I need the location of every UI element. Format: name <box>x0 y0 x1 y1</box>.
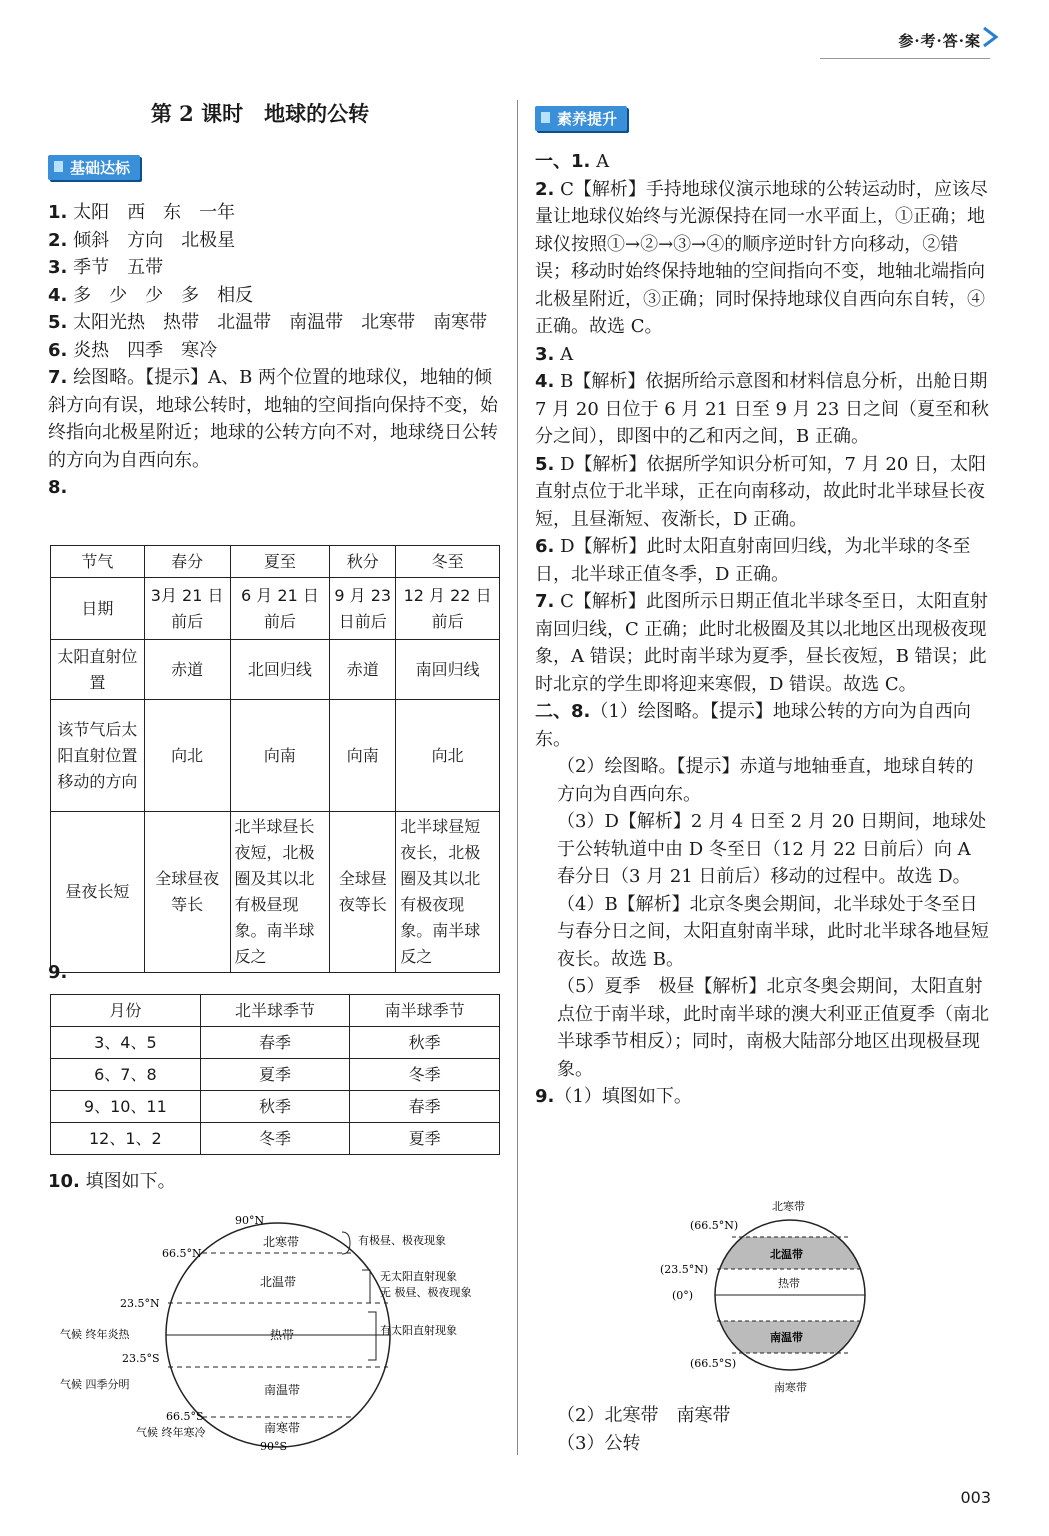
table-row <box>51 1059 500 1091</box>
lat-label: (66.5°S) <box>690 1357 737 1370</box>
annotation-label: 气候 四季分明 <box>60 1378 130 1391</box>
table-row <box>51 1027 500 1059</box>
lat-label: (23.5°N) <box>660 1263 709 1276</box>
table-row <box>51 1091 500 1123</box>
answer-item: 二、8.（1）绘图略。【提示】地球公转的方向为自西向东。 <box>535 701 971 750</box>
annotation-label: 气候 终年炎热 <box>60 1328 130 1341</box>
table-cell: 全球昼夜等长 <box>144 812 230 973</box>
table-cell: 秋分 <box>330 546 396 578</box>
answer-subitem: （2）北寒带 南寒带 <box>557 1405 731 1426</box>
right-tail <box>557 1402 730 1457</box>
table-cell: 冬季 <box>350 1059 500 1091</box>
answer-item: 3. A <box>535 343 574 365</box>
zone-label: 南温带 <box>770 1331 803 1344</box>
answer-item: 8. <box>48 477 68 498</box>
zone-label: 北温带 <box>770 1248 803 1261</box>
table-cell: 12、1、2 <box>51 1123 201 1155</box>
table-cell: 3月 21 日前后 <box>144 578 230 640</box>
table-row <box>51 812 500 973</box>
answer-item: 6. 炎热 四季 寒冷 <box>48 339 218 361</box>
answer-item: 7. C【解析】此图所示日期正值北半球冬至日，太阳直射南回归线，C 正确；此时北极圈及其以北地区出现极夜现象，A 错误；此时南半球为夏季，昼长夜短，B 错误；此时北京的学生即将迎来寒假，D 错误。故选 C。 <box>535 591 988 695</box>
lat-label: 90°N <box>235 1214 265 1227</box>
temperature-zones-diagram <box>50 1210 510 1460</box>
lat-label: 23.5°S <box>122 1352 160 1365</box>
zone-label: 南寒带 <box>264 1421 301 1435</box>
table-cell: 6、7、8 <box>51 1059 201 1091</box>
header-label: 参·考·答·案 <box>898 32 981 50</box>
annotation-label: 气候 终年寒冷 <box>136 1426 206 1439</box>
table-row <box>51 546 500 578</box>
answer-subitem: （3）公转 <box>557 1432 641 1454</box>
table-cell: 北半球昼短夜长，北极圈及其以北有极夜现象。南半球反之 <box>396 812 500 973</box>
answer-item: 9.（1）填图如下。 <box>535 1086 692 1107</box>
table-cell: 3、4、5 <box>51 1027 201 1059</box>
header-rule <box>820 58 990 59</box>
table-cell: 夏季 <box>200 1059 350 1091</box>
table-cell: 向南 <box>230 700 330 812</box>
table-cell: 秋季 <box>200 1091 350 1123</box>
table-cell: 夏季 <box>350 1123 500 1155</box>
lat-label: (0°) <box>672 1289 694 1302</box>
answer-subitem: （3）D【解析】2 月 4 日至 2 月 20 日期间，地球处于公转轨道中由 D 冬至日（12 月 22 日前后）向 A 春分日（3 月 21 日前后）移动的过程中。故选 D。 <box>557 811 987 887</box>
table-cell: 北半球季节 <box>200 995 350 1027</box>
answer-item: 10. 填图如下。 <box>48 1171 176 1192</box>
section-tag-basic: 基础达标 <box>48 155 140 180</box>
table-cell: 夏至 <box>230 546 330 578</box>
table-cell: 赤道 <box>330 640 396 700</box>
answer-item: 1. 太阳 西 东 一年 <box>48 202 236 223</box>
answer-item: 5. D【解析】依据所学知识分析可知，7 月 20 日，太阳直射点位于北半球，正在向南移动，故此时北半球昼长夜短，且昼渐短、夜渐长，D 正确。 <box>535 453 987 530</box>
table-cell: 该节气后太阳直射位置移动的方向 <box>51 700 145 812</box>
table-cell: 日期 <box>51 578 145 640</box>
solar-terms-table <box>50 545 500 973</box>
table-cell: 北半球昼长夜短，北极圈及其以北有极昼现象。南半球反之 <box>230 812 330 973</box>
answer-item: 4. 多 少 少 多 相反 <box>48 284 254 306</box>
answer-item: 7. 绘图略。【提示】A、B 两个位置的地球仪，地轴的倾斜方向有误，地球公转时，地轴的空间指向保持不变，始终指向北极星附近；地球的公转方向不对，地球绕日公转的方向为自西向东。 <box>48 367 498 471</box>
right-answer-list <box>535 148 990 1111</box>
answer-subitem: （5）夏季 极昼【解析】北京冬奥会期间，太阳直射点位于南半球，此时南半球的澳大利亚正值夏季（南北半球季节相反）；同时，南极大陆部分地区出现极昼现象。 <box>557 976 989 1080</box>
table-cell: 向南 <box>330 700 396 812</box>
five-zones-diagram <box>660 1195 880 1405</box>
lat-label: 90°S <box>260 1440 288 1453</box>
table-cell: 向北 <box>396 700 500 812</box>
table-cell: 12 月 22 日前后 <box>396 578 500 640</box>
table-cell: 全球昼夜等长 <box>330 812 396 973</box>
answer-item: 6. D【解析】此时太阳直射南回归线，为北半球的冬至日，北半球正值冬季，D 正确。 <box>535 536 971 585</box>
lat-label: 66.5°N <box>162 1247 202 1260</box>
table-cell: 昼夜长短 <box>51 812 145 973</box>
table-cell: 9 月 23 日前后 <box>330 578 396 640</box>
answer-item: 4. B【解析】依据所给示意图和材料信息分析，出舱日期 7 月 20 日位于 6 月 21 日至 9 月 23 日之间（夏至和秋分之间），即图中的乙和丙之间，B 正确。 <box>535 371 990 447</box>
page-number: 003 <box>960 1488 991 1507</box>
table-cell: 北回归线 <box>230 640 330 700</box>
answer-item: 2. 倾斜 方向 北极星 <box>48 229 236 251</box>
zone-label: 热带 <box>270 1328 295 1342</box>
table-cell: 南回归线 <box>396 640 500 700</box>
table-cell: 月份 <box>51 995 201 1027</box>
table-row <box>51 995 500 1027</box>
table-cell: 春季 <box>350 1091 500 1123</box>
answer-item: 5. 太阳光热 热带 北温带 南温带 北寒带 南寒带 <box>48 312 488 333</box>
answer-subitem: （2）绘图略。【提示】赤道与地轴垂直，地球自转的方向为自西向东。 <box>557 756 974 805</box>
zone-label: 北寒带 <box>772 1200 805 1213</box>
table-cell: 春分 <box>144 546 230 578</box>
lat-label: (66.5°N) <box>690 1219 739 1232</box>
answer-item: 一、1. A <box>535 151 610 172</box>
answer-item: 3. 季节 五带 <box>48 257 164 278</box>
zone-label: 北温带 <box>260 1275 297 1289</box>
table-cell: 向北 <box>144 700 230 812</box>
table-cell: 秋季 <box>350 1027 500 1059</box>
item-9-label: 9. <box>48 962 68 983</box>
table-cell: 节气 <box>51 546 145 578</box>
section-tag-advanced: 素养提升 <box>535 106 627 131</box>
annotation-label: 有太阳直射现象 <box>380 1324 457 1337</box>
table-cell: 6 月 21 日前后 <box>230 578 330 640</box>
annotation-label: 无太阳直射现象 <box>380 1270 457 1283</box>
table-row <box>51 1123 500 1155</box>
lat-label: 23.5°N <box>120 1297 160 1310</box>
lat-label: 66.5°S <box>166 1410 204 1423</box>
table-cell: 冬季 <box>200 1123 350 1155</box>
table-cell: 9、10、11 <box>51 1091 201 1123</box>
page-title: 第 2 课时 地球的公转 <box>150 101 370 126</box>
answer-item: 2. C【解析】手持地球仪演示地球的公转运动时，应该尽量让地球仪始终与光源保持在同一水平面上，①正确；地球仪按照①→②→③→④的顺序逆时针方向移动，②错误；移动时始终保持地轴的空间指向不变，地轴北端指向北极星附近，③正确；同时保持地球仪自西向东自转，④正确。故选 C。 <box>535 178 988 337</box>
chevron-right-icon <box>981 26 999 48</box>
zone-label: 热带 <box>778 1277 800 1290</box>
seasons-table <box>50 994 500 1155</box>
table-row <box>51 640 500 700</box>
annotation-label: 无 极昼、极夜现象 <box>380 1286 472 1299</box>
left-answer-list <box>48 199 500 502</box>
zone-label: 南寒带 <box>774 1381 807 1394</box>
column-divider <box>517 100 518 1455</box>
table-cell: 冬至 <box>396 546 500 578</box>
table-row <box>51 578 500 640</box>
table-cell: 太阳直射位置 <box>51 640 145 700</box>
zone-label: 北寒带 <box>263 1235 300 1249</box>
table-cell: 春季 <box>200 1027 350 1059</box>
answer-subitem: （4）B【解析】北京冬奥会期间，北半球处于冬至日与春分日之间，太阳直射南半球，此时北半球各地昼短夜长。故选 B。 <box>557 893 989 970</box>
table-cell: 赤道 <box>144 640 230 700</box>
zone-label: 南温带 <box>264 1383 301 1397</box>
table-row <box>51 700 500 812</box>
annotation-label: 有极昼、极夜现象 <box>358 1234 446 1247</box>
table-cell: 南半球季节 <box>350 995 500 1027</box>
